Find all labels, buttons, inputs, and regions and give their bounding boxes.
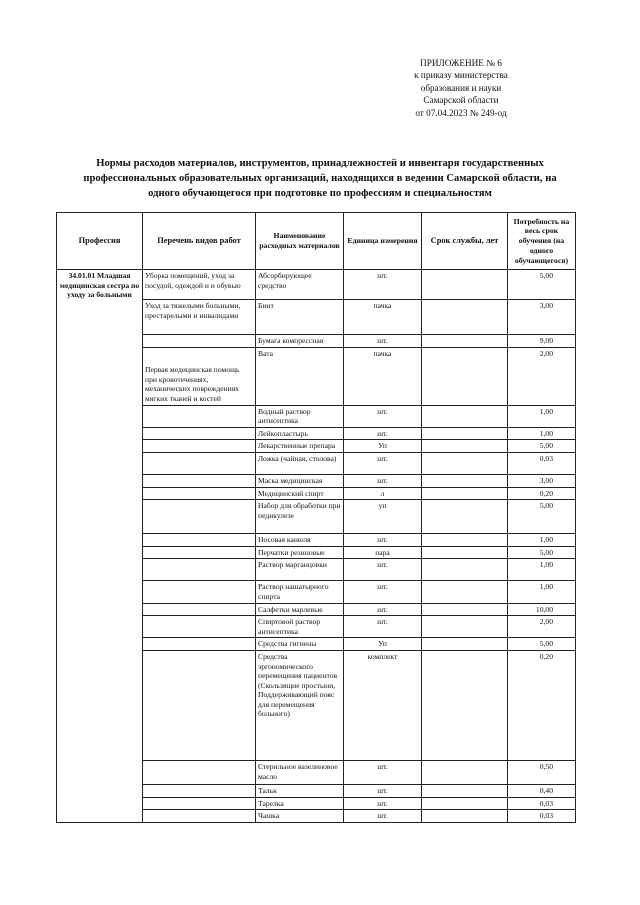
cell-term [422,546,508,559]
cell-work [143,546,256,559]
norms-table [56,212,576,823]
cell-material: Вата [256,347,344,405]
cell-term [422,500,508,534]
cell-material: Средства эргономического перемещения пациентов (Скользящие простыни, Поддерживающий пояс для перемещения больного) [256,650,344,760]
cell-term [422,347,508,405]
cell-work [143,784,256,797]
cell-need: 3,00 [508,300,576,335]
cell-term [422,270,508,300]
cell-need: 2,00 [508,616,576,638]
cell-term [422,760,508,784]
cell-unit: пачка [344,347,422,405]
header-need: Потребность на весь срок обучения (на одного обучающегося) [508,213,576,270]
cell-unit: шт. [344,335,422,348]
cell-unit: пачка [344,300,422,335]
cell-material: Набор для обработки при педикулезе [256,500,344,534]
cell-need: 3,00 [508,474,576,487]
appendix-title: ПРИЛОЖЕНИЕ № 6 [420,58,502,68]
cell-need: 1,00 [508,405,576,427]
cell-unit: шт. [344,474,422,487]
cell-work [143,559,256,581]
cell-material: Тальк [256,784,344,797]
cell-term [422,581,508,603]
cell-term [422,638,508,651]
cell-material: Абсорбирующее средство [256,270,344,300]
cell-material: Салфетки марлевые [256,603,344,616]
cell-unit: шт. [344,270,422,300]
cell-need: 5,00 [508,638,576,651]
cell-term [422,427,508,440]
cell-work [143,335,256,348]
cell-unit: шт. [344,603,422,616]
cell-need: 2,00 [508,347,576,405]
cell-material: Лекарственные препара [256,440,344,453]
cell-need: 1,00 [508,427,576,440]
cell-work [143,760,256,784]
cell-need: 5,00 [508,500,576,534]
cell-material: Тарелка [256,797,344,810]
cell-need: 0,03 [508,810,576,823]
header-term: Срок службы, лет [422,213,508,270]
appendix-order-line: к приказу министерства [414,70,508,81]
cell-work [143,487,256,500]
appendix-block [390,57,532,119]
cell-term [422,300,508,335]
cell-need: 0,20 [508,650,576,760]
cell-work [143,427,256,440]
cell-term [422,784,508,797]
cell-term [422,335,508,348]
cell-term [422,559,508,581]
cell-work [143,638,256,651]
cell-need: 5,00 [508,546,576,559]
cell-need: 0,03 [508,452,576,474]
cell-material: Раствор марганцовки [256,559,344,581]
cell-work [143,440,256,453]
cell-term [422,797,508,810]
cell-material: Раствор нашатырного спирта [256,581,344,603]
cell-need: 1,00 [508,581,576,603]
cell-term [422,487,508,500]
cell-work: Уборка помещений, уход за посудой, одеждой и и обувью [143,270,256,300]
cell-unit: уп [344,500,422,534]
cell-material: Носовая канюля [256,534,344,547]
title-line-1: Нормы расходов материалов, инструментов, принадлежностей и инвентаря государственных [96,158,544,169]
cell-unit: Уп [344,638,422,651]
cell-material: Перчатки резиновые [256,546,344,559]
cell-material: Водный раствор антисептика [256,405,344,427]
cell-unit: шт. [344,784,422,797]
cell-material: Бинт [256,300,344,335]
cell-work [143,500,256,534]
header-unit: Единица измерения [344,213,422,270]
cell-term [422,810,508,823]
appendix-ministry-line: образования и науки [420,82,502,93]
cell-unit: шт. [344,581,422,603]
cell-unit: шт. [344,797,422,810]
cell-need: 5,00 [508,440,576,453]
cell-term [422,474,508,487]
table-row [57,270,576,300]
cell-need: 9,00 [508,335,576,348]
cell-unit: шт. [344,534,422,547]
table-body [57,270,576,823]
cell-unit: шт. [344,405,422,427]
cell-material: Средства гигиены [256,638,344,651]
table-header-row [57,213,576,270]
cell-unit: шт. [344,760,422,784]
cell-term [422,650,508,760]
appendix-region-line: Самарской области [423,95,499,106]
cell-need: 1,00 [508,559,576,581]
cell-unit: Уп [344,440,422,453]
cell-work [143,603,256,616]
cell-work: Уход за тяжелыми больными, престарелыми и инвалидами [143,300,256,335]
cell-work [143,534,256,547]
title-line-3: одного обучающегося при подготовке по профессиям и специальностям [148,188,492,199]
cell-term [422,616,508,638]
cell-work [143,405,256,427]
cell-term [422,440,508,453]
cell-need: 10,00 [508,603,576,616]
cell-material: Медицинский спирт [256,487,344,500]
cell-work: Первая медицинская помощь при кровотечениях, механических повреждениях мягких тканей и костей [143,347,256,405]
cell-work [143,810,256,823]
document-title [52,156,588,201]
cell-work [143,650,256,760]
cell-need: 0,20 [508,487,576,500]
cell-unit: шт. [344,559,422,581]
cell-need: 0,40 [508,784,576,797]
cell-term [422,603,508,616]
cell-profession: 34.01.01 Младшая медицинская сестра по уходу за больными [57,270,143,823]
cell-work [143,474,256,487]
header-material: Наименование расходных материалов [256,213,344,270]
cell-unit: пара [344,546,422,559]
cell-term [422,405,508,427]
cell-material: Чашка [256,810,344,823]
cell-unit: шт. [344,427,422,440]
cell-material: Лейкопластырь [256,427,344,440]
header-profession: Профессия [57,213,143,270]
cell-term [422,534,508,547]
cell-unit: шт. [344,616,422,638]
cell-need: 0,50 [508,760,576,784]
header-works: Перечень видов работ [143,213,256,270]
cell-material: Спиртовой раствор антисептика [256,616,344,638]
cell-work [143,797,256,810]
cell-material: Ложка (чайная, столова) [256,452,344,474]
cell-term [422,452,508,474]
cell-work [143,616,256,638]
cell-material: Маска медицинская [256,474,344,487]
cell-need: 1,00 [508,534,576,547]
cell-need: 0,03 [508,797,576,810]
cell-work [143,581,256,603]
appendix-date-line: от 07.04.2023 № 249-од [415,107,507,118]
cell-material: Бумага компрессная [256,335,344,348]
title-line-2: профессиональных образовательных организаций, находящихся в ведении Самарской области, на [83,173,557,184]
cell-material: Стерильное вазелиновое масло [256,760,344,784]
cell-work [143,452,256,474]
cell-need: 5,00 [508,270,576,300]
cell-unit: л [344,487,422,500]
cell-unit: шт. [344,810,422,823]
cell-unit: комплект [344,650,422,760]
cell-unit: шт. [344,452,422,474]
